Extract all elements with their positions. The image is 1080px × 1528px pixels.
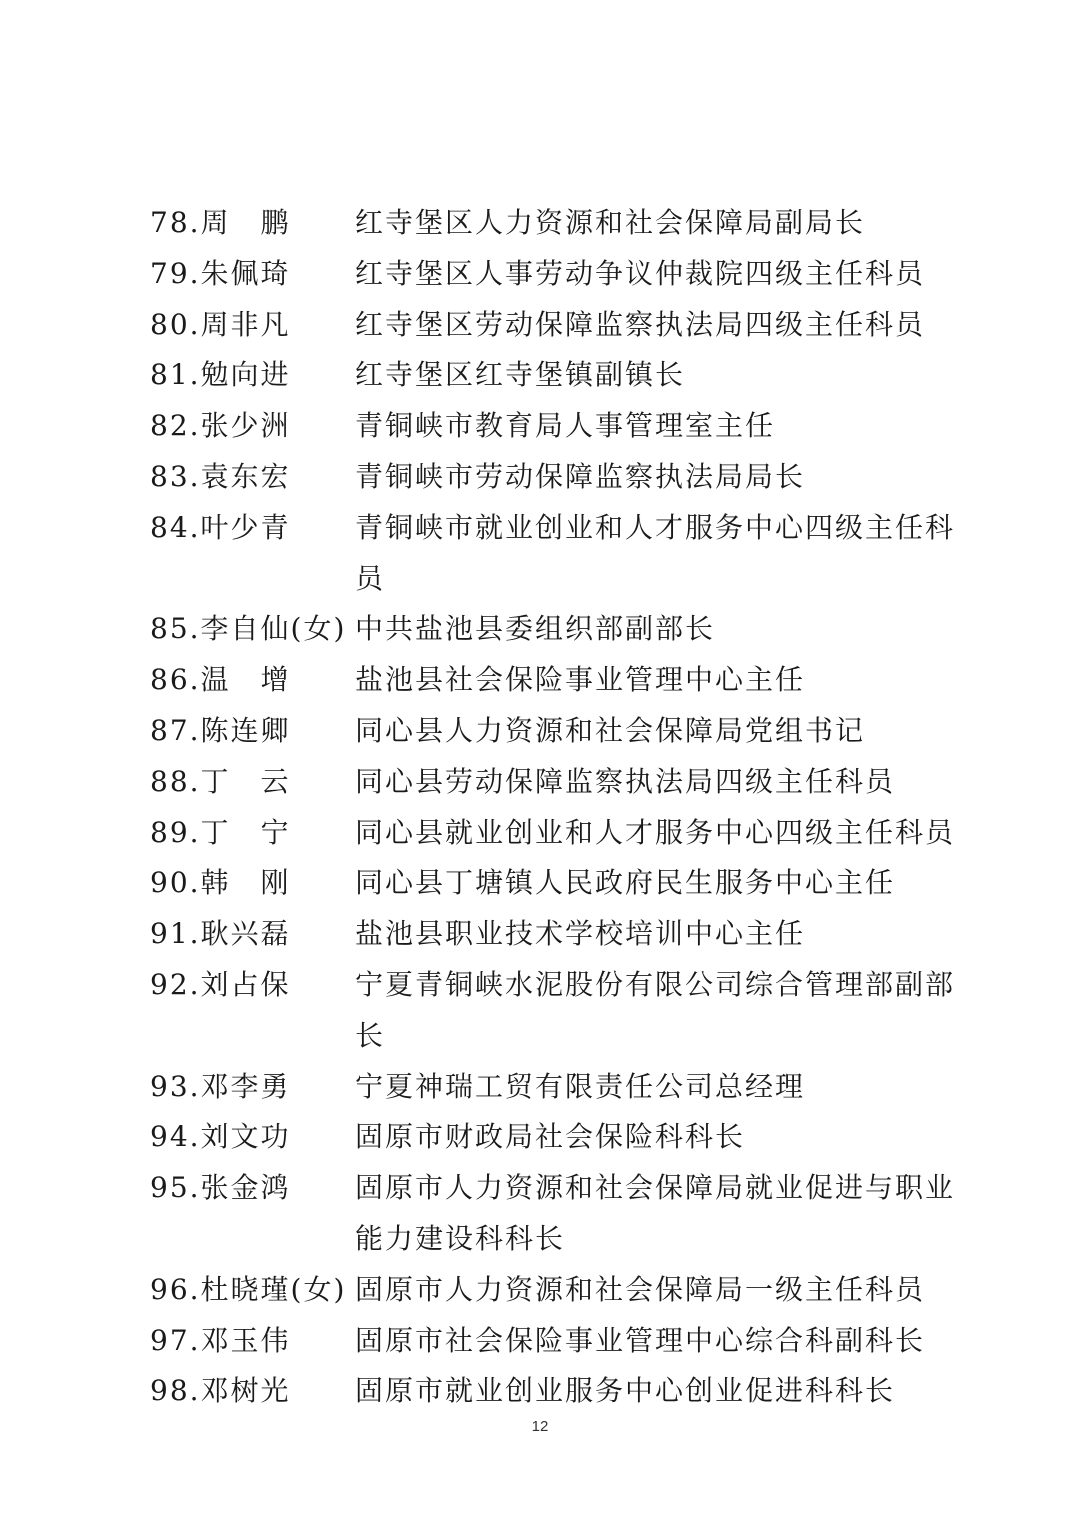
entry-name: 83.袁东宏 (150, 459, 291, 493)
list-item (150, 909, 970, 960)
list-item (150, 1163, 970, 1265)
list-item (150, 1366, 970, 1417)
list-item (150, 300, 970, 351)
entry-title: 青铜峡市劳动保障监察执法局局长 (355, 459, 806, 493)
entry-name: 87.陈连卿 (150, 713, 291, 747)
entry-title: 青铜峡市就业创业和人才服务中心四级主任科员 (355, 510, 956, 595)
entry-name: 96.杜晓瑾(女) (150, 1272, 347, 1306)
entry-title: 同心县就业创业和人才服务中心四级主任科员 (355, 815, 956, 849)
list-item (150, 1112, 970, 1163)
entry-title: 青铜峡市教育局人事管理室主任 (355, 409, 776, 443)
entry-title: 同心县丁塘镇人民政府民生服务中心主任 (355, 866, 896, 900)
entry-name: 80.周非凡 (150, 307, 291, 341)
list-item (150, 1316, 970, 1367)
entry-title: 固原市人力资源和社会保障局就业促进与职业能力建设科科长 (355, 1171, 956, 1255)
entry-name: 90.韩 刚 (150, 866, 291, 900)
entry-title: 宁夏神瑞工贸有限责任公司总经理 (355, 1069, 806, 1103)
entry-name: 93.邓李勇 (150, 1069, 291, 1103)
entry-title: 同心县人力资源和社会保障局党组书记 (355, 713, 866, 747)
entry-name: 78.周 鹏 (150, 206, 291, 239)
entry-name: 81.勉向进 (150, 358, 291, 392)
entry-name: 82.张少洲 (150, 409, 291, 443)
entry-title: 红寺堡区人力资源和社会保障局副局长 (355, 206, 866, 239)
award-list (150, 198, 970, 1417)
list-item (150, 1062, 970, 1113)
entry-name: 84.叶少青 (150, 510, 291, 544)
entry-title: 盐池县职业技术学校培训中心主任 (355, 917, 806, 951)
page-number: 12 (531, 1418, 549, 1435)
list-item (150, 503, 970, 605)
entry-title: 红寺堡区人事劳动争议仲裁院四级主任科员 (355, 256, 926, 290)
list-item (150, 858, 970, 909)
entry-name: 88.丁 云 (150, 764, 291, 798)
entry-name: 97.邓玉伟 (150, 1323, 291, 1357)
entry-title: 固原市人力资源和社会保障局一级主任科员 (355, 1272, 926, 1306)
list-item (150, 1265, 970, 1316)
entry-name: 89.丁 宁 (150, 815, 291, 849)
list-item (150, 198, 970, 249)
entry-title: 盐池县社会保险事业管理中心主任 (355, 663, 806, 697)
entry-title: 红寺堡区劳动保障监察执法局四级主任科员 (355, 307, 926, 341)
entry-title: 同心县劳动保障监察执法局四级主任科员 (355, 764, 896, 798)
entry-name: 94.刘文功 (150, 1120, 291, 1154)
list-item (150, 655, 970, 706)
list-item (150, 350, 970, 401)
entry-title: 红寺堡区红寺堡镇副镇长 (355, 358, 686, 392)
list-item (150, 401, 970, 452)
entry-title: 宁夏青铜峡水泥股份有限公司综合管理部副部长 (355, 967, 956, 1052)
entry-name: 92.刘占保 (150, 967, 291, 1001)
list-item (150, 960, 970, 1062)
entry-name: 85.李自仙(女) (150, 612, 347, 646)
list-item (150, 249, 970, 300)
entry-name: 98.邓树光 (150, 1374, 291, 1408)
entry-name: 95.张金鸿 (150, 1171, 291, 1205)
entry-name: 86.温 增 (150, 663, 291, 697)
entry-name: 91.耿兴磊 (150, 917, 291, 951)
entry-title: 固原市就业创业服务中心创业促进科科长 (355, 1374, 896, 1408)
list-item (150, 808, 970, 859)
entry-name: 79.朱佩琦 (150, 256, 291, 290)
entry-title: 固原市社会保险事业管理中心综合科副科长 (355, 1323, 926, 1357)
list-item (150, 604, 970, 655)
list-item (150, 757, 970, 808)
list-item (150, 706, 970, 757)
entry-title: 中共盐池县委组织部副部长 (355, 612, 716, 646)
list-item (150, 452, 970, 503)
entry-title: 固原市财政局社会保险科科长 (355, 1120, 746, 1154)
